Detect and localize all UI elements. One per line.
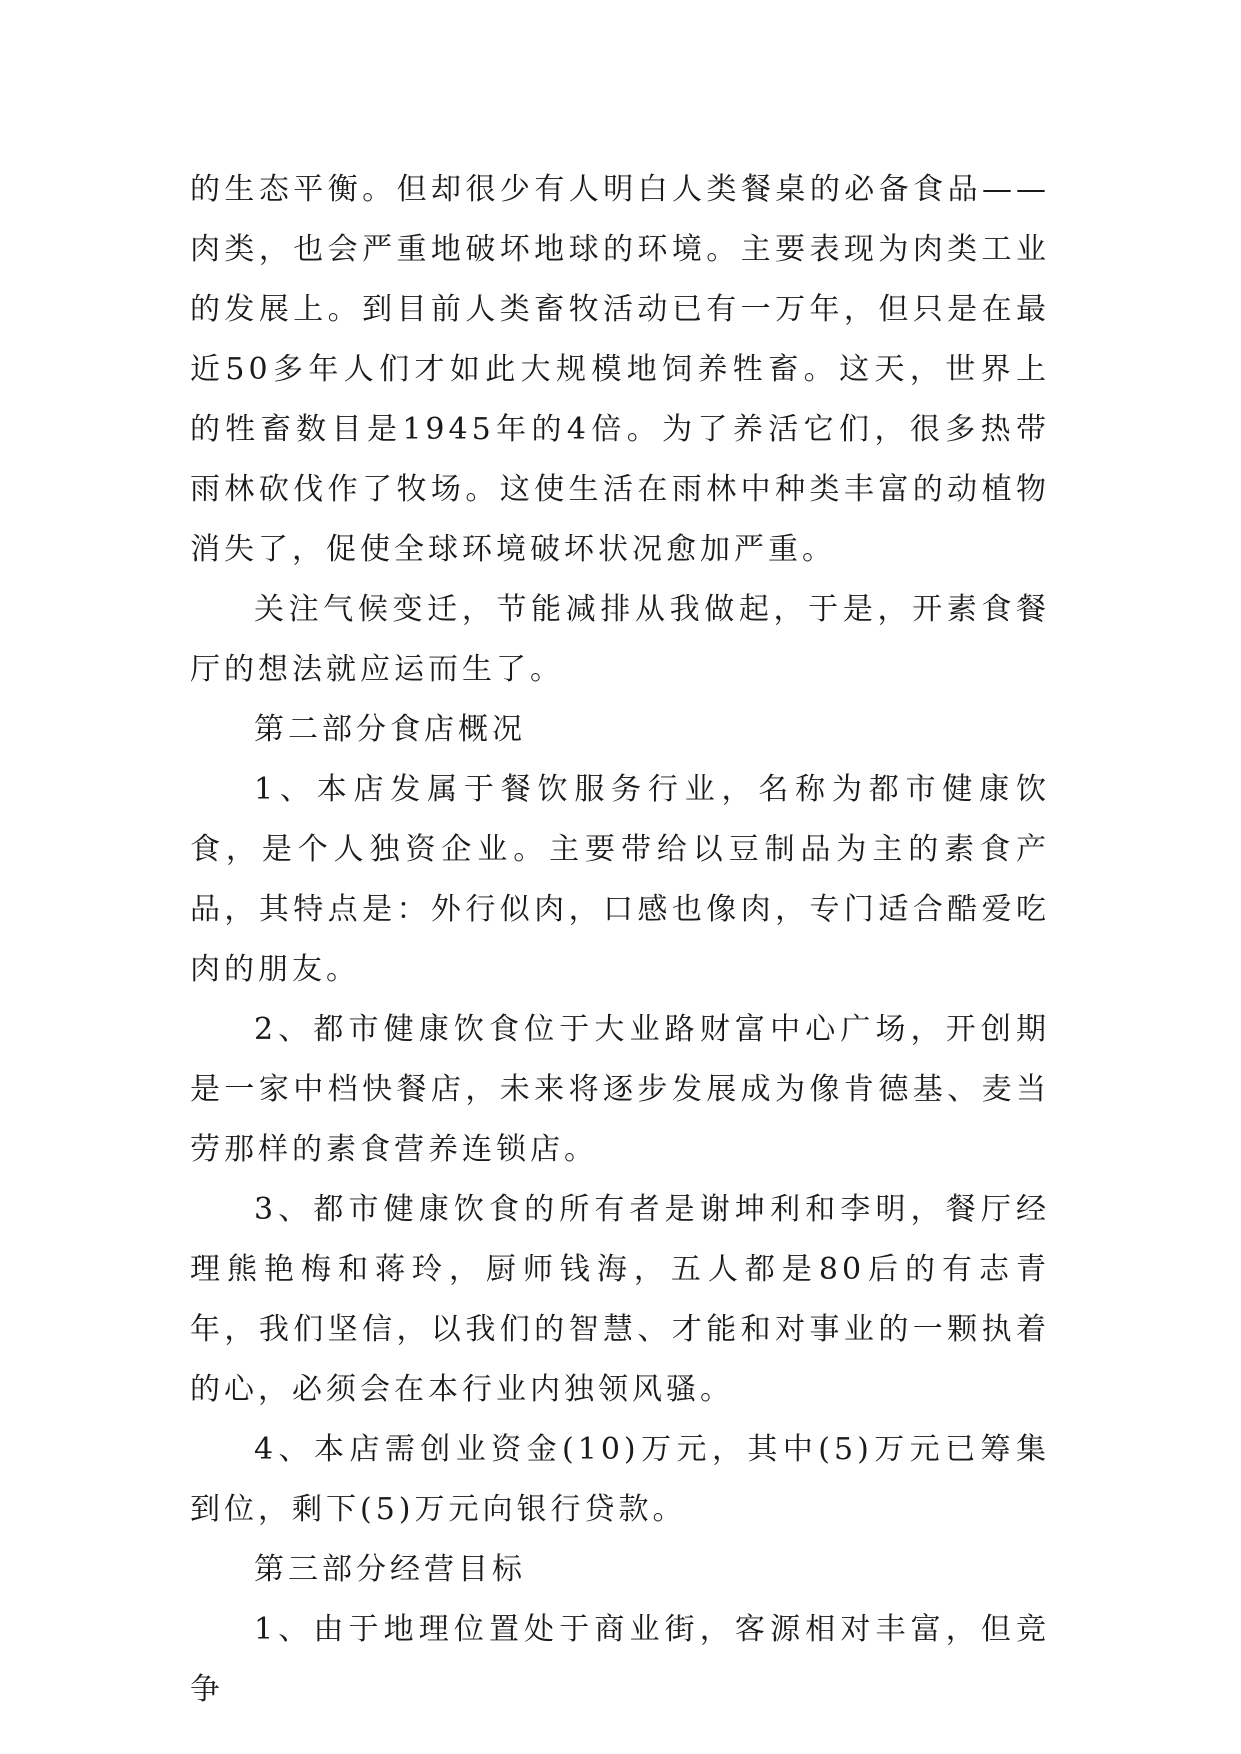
paragraph-climate: 关注气候变迁，节能减排从我做起，于是，开素食餐厅的想法就应运而生了。 (190, 592, 1050, 687)
paragraph-item-3: 3、都市健康饮食的所有者是谢坤利和李明，餐厅经理熊艳梅和蒋玲，厨师钱海，五人都是80后的有志青年，我们坚信，以我们的智慧、才能和对事业的一颗执着的心，必须会在本行业内独领风骚。 (190, 1192, 1050, 1407)
paragraph-item-2: 2、都市健康饮食位于大业路财富中心广场，开创期是一家中档快餐店，未来将逐步发展成为像肯德基、麦当劳那样的素食营养连锁店。 (190, 1012, 1050, 1167)
section-heading-business-goals: 第三部分经营目标 (254, 1552, 526, 1587)
section-heading-store-overview: 第二部分食店概况 (254, 712, 526, 747)
paragraph-item-4: 4、本店需创业资金(10)万元，其中(5)万元已筹集到位，剩下(5)万元向银行贷款。 (190, 1432, 1050, 1527)
document-body (190, 160, 1050, 1720)
paragraph-ecology: 的生态平衡。但却很少有人明白人类餐桌的必备食品——肉类，也会严重地破坏地球的环境。主要表现为肉类工业的发展上。到目前人类畜牧活动已有一万年，但只是在最近50多年人们才如此大规模地饲养牲畜。这天，世界上的牲畜数目是1945年的4倍。为了养活它们，很多热带雨林砍伐作了牧场。这使生活在雨林中种类丰富的动植物消失了，促使全球环境破坏状况愈加严重。 (190, 172, 1050, 567)
paragraph-item-1: 1、本店发属于餐饮服务行业，名称为都市健康饮食，是个人独资企业。主要带给以豆制品为主的素食产品，其特点是：外行似肉，口感也像肉，专门适合酷爱吃肉的朋友。 (190, 772, 1050, 987)
paragraph-goal-1: 1、由于地理位置处于商业街，客源相对丰富，但竞争 (190, 1612, 1050, 1707)
